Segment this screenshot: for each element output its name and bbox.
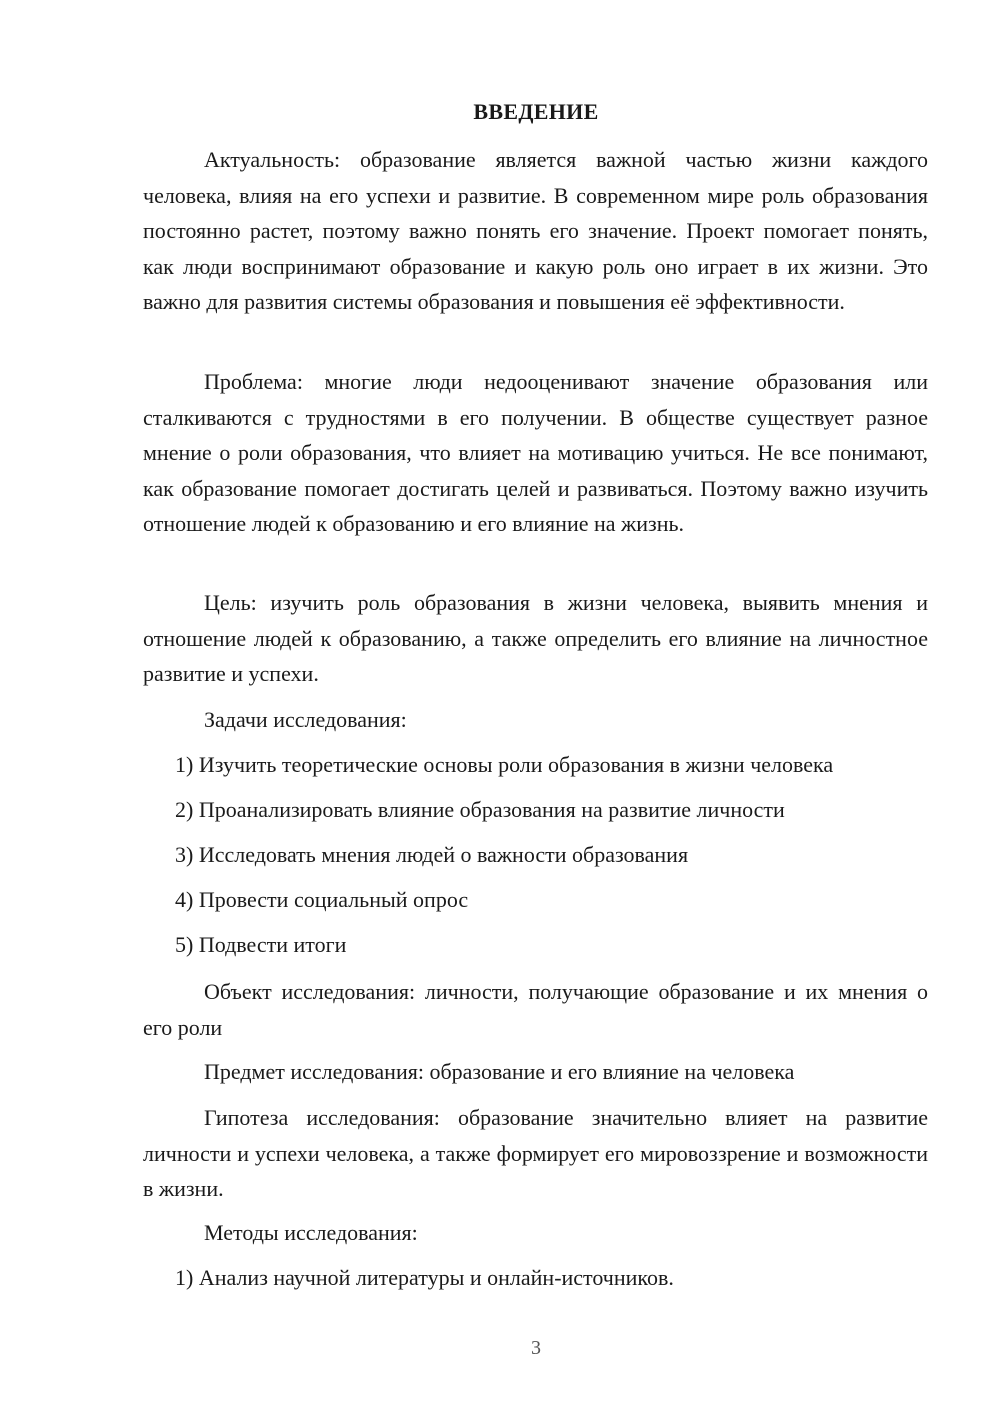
goal-paragraph: Цель: изучить роль образования в жизни человека, выявить мнения и отношение людей к образованию, а также определить его влияние на личностное развитие и успехи. (143, 590, 928, 686)
hypothesis-paragraph: Гипотеза исследования: образование значительно влияет на развитие личности и успехи человека, а также формирует его мировоззрение и возможности в жизни. (143, 1105, 928, 1201)
task-item: 1) Изучить теоретические основы роли образования в жизни человека (175, 752, 834, 777)
object-paragraph: Объект исследования: личности, получающие образование и их мнения о его роли (143, 979, 928, 1040)
subject-paragraph: Предмет исследования: образование и его влияние на человека (204, 1059, 795, 1084)
problem-paragraph: Проблема: многие люди недооценивают значение образования или сталкиваются с трудностями в его получении. В обществе существует разное мнение о роли образования, что влияет на мотивацию учиться. Не все понимают, как образование помогает достигать целей и развиваться. Поэтому важно изучить отношение людей к образованию и его влияние на жизнь. (143, 369, 928, 536)
task-item: 4) Провести социальный опрос (175, 887, 469, 912)
methods-heading: Методы исследования: (204, 1220, 418, 1245)
task-item: 3) Исследовать мнения людей о важности образования (175, 842, 689, 867)
relevance-paragraph: Актуальность: образование является важной частью жизни каждого человека, влияя на его успехи и развитие. В современном мире роль образования постоянно растет, поэтому важно понять его значение. Проект помогает понять, как люди воспринимают образование и какую роль оно играет в их жизни. Это важно для развития системы образования и повышения её эффективности. (143, 147, 928, 314)
task-item: 2) Проанализировать влияние образования на развитие личности (175, 797, 785, 822)
page-number: 3 (531, 1337, 541, 1359)
tasks-heading: Задачи исследования: (204, 707, 407, 732)
task-item: 5) Подвести итоги (175, 932, 347, 957)
method-item: 1) Анализ научной литературы и онлайн-источников. (175, 1265, 674, 1290)
page-title: ВВЕДЕНИЕ (473, 99, 599, 124)
